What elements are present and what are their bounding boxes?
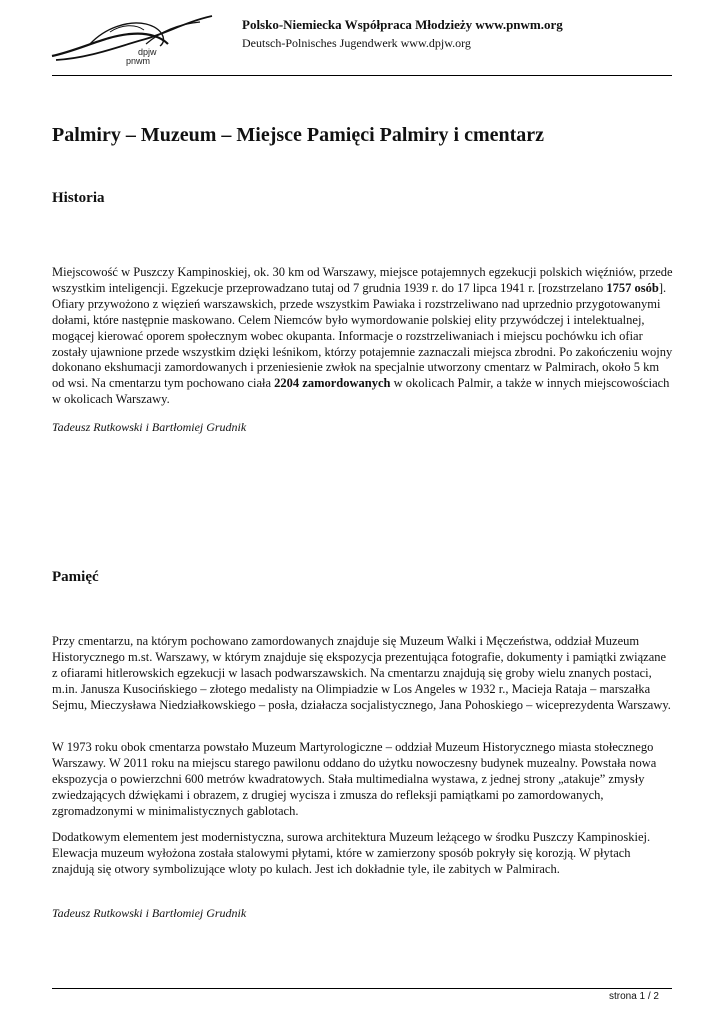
historia-text-part-1: Miejscowość w Puszczy Kampinoskiej, ok. 30 km od Warszawy, miejsce potajemnych egzekucji polskich więźniów, przede wszystkim inteligencji. Egzekucje przeprowadzano tutaj od 7 grudnia 1939 r. do 17 lipca 1941 r. [rozstrzelano xyxy=(52,265,673,295)
section-heading-historia: Historia xyxy=(52,190,105,206)
historia-paragraph xyxy=(52,265,674,408)
pamiec-paragraph-1: Przy cmentarzu, na którym pochowano zamordowanych znajduje się Muzeum Walki i Męczeństwa, oddział Muzeum Historycznego m.st. Warszawy, w którym znajduje się ekspozycja prezentująca fotografie, dokumenty i pamiątki związane z ofiarami hitlerowskich egzekucji w lasach podwarszawskich. Na cmentarzu znajdują się groby wielu znanych postaci, m.in. Janusza Kusocińskiego – złotego medalisty na Olimpiadzie w Los Angeles w 1932 r., Macieja Rataja – marszałka Sejmu, Mieczysława Niedziałkowskiego – posła, działacza socjalistycznego, Jana Pohoskiego – wiceprezydenta Warszawy. xyxy=(52,634,671,712)
page-title: Palmiry – Muzeum – Miejsce Pamięci Palmiry i cmentarz xyxy=(52,124,545,146)
header-org-polish: Polsko-Niemiecka Współpraca Młodzieży www.pnwm.org xyxy=(242,17,563,32)
page-number: strona 1 / 2 xyxy=(608,991,659,1002)
dpjw-pnwm-logo xyxy=(50,14,220,68)
historia-text-part-2: ]. Ofiary przywożono z więzień warszawskich, przede wszystkim Pawiaka i rozstrzeliwano nad uprzednio przygotowanymi dołami, które następnie maskowano. Celem Niemców było wymordowanie polskiej elity przywódczej i intelektualnej, mogącej kierować oporem społecznym wobec okupanta. Informacje o rozstrzeliwaniach i miejscu pochówku ich ofiar zostały ujawnione przede wszystkim dzięki leśnikom, którzy potajemnie zaznaczali miejsca zbrodni. Po zakończeniu wojny dokonano ekshumacji zamordowanych i przeniesienie zwłok na specjalnie utworzony cmentarz w Palmirach, około 5 km od wsi. Na cmentarzu tym pochowano ciała xyxy=(52,280,673,391)
pamiec-paragraph-3: Dodatkowym elementem jest modernistyczna, surowa architektura Muzeum leżącego w środku Puszczy Kampinoskiej. Elewacja muzeum wyłożona została stalowymi płytami, które w zamierzony sposób pokryły się korozją. W płytach znajdują się otwory symbolizujące wloty po kulach. Jest ich dokładnie tyle, ile zabitych w Palmirach. xyxy=(52,830,651,876)
header-divider xyxy=(52,75,672,76)
footer-divider xyxy=(52,988,672,989)
logo-text-pnwm: pnwm xyxy=(126,56,151,66)
section-heading-pamiec: Pamięć xyxy=(52,569,99,585)
historia-text-part-3: w okolicach Palmir, a także w innych miejscowościach w okolicach Warszawy. xyxy=(52,376,670,407)
pamiec-author: Tadeusz Rutkowski i Bartłomiej Grudnik xyxy=(52,906,247,920)
victims-count-1757: 1757 osób xyxy=(606,280,659,295)
victims-count-2204: 2204 zamordowanych xyxy=(274,376,391,391)
pamiec-paragraph-2: W 1973 roku obok cmentarza powstało Muzeum Martyrologiczne – oddział Muzeum Historycznego miasta stołecznego Warszawy. W 2011 roku na miejscu starego pawilonu oddano do użytku nowoczesny budynek muzealny. Powstała nowa ekspozycja o powierzchni 600 metrów kwadratowych. Stała multimedialna wystawa, z jednej strony „atakuje” zmysły zwiedzających dźwiękami i obrazem, z drugiej wycisza i zmusza do refleksji pamiątkami po zamordowanych, zgromadzonymi w minimalistycznych gablotach. xyxy=(52,740,657,818)
historia-author: Tadeusz Rutkowski i Bartłomiej Grudnik xyxy=(52,420,247,434)
logo-text-dpjw: dpjw xyxy=(138,47,157,57)
header-org-german: Deutsch-Polnisches Jugendwerk www.dpjw.org xyxy=(242,36,471,50)
